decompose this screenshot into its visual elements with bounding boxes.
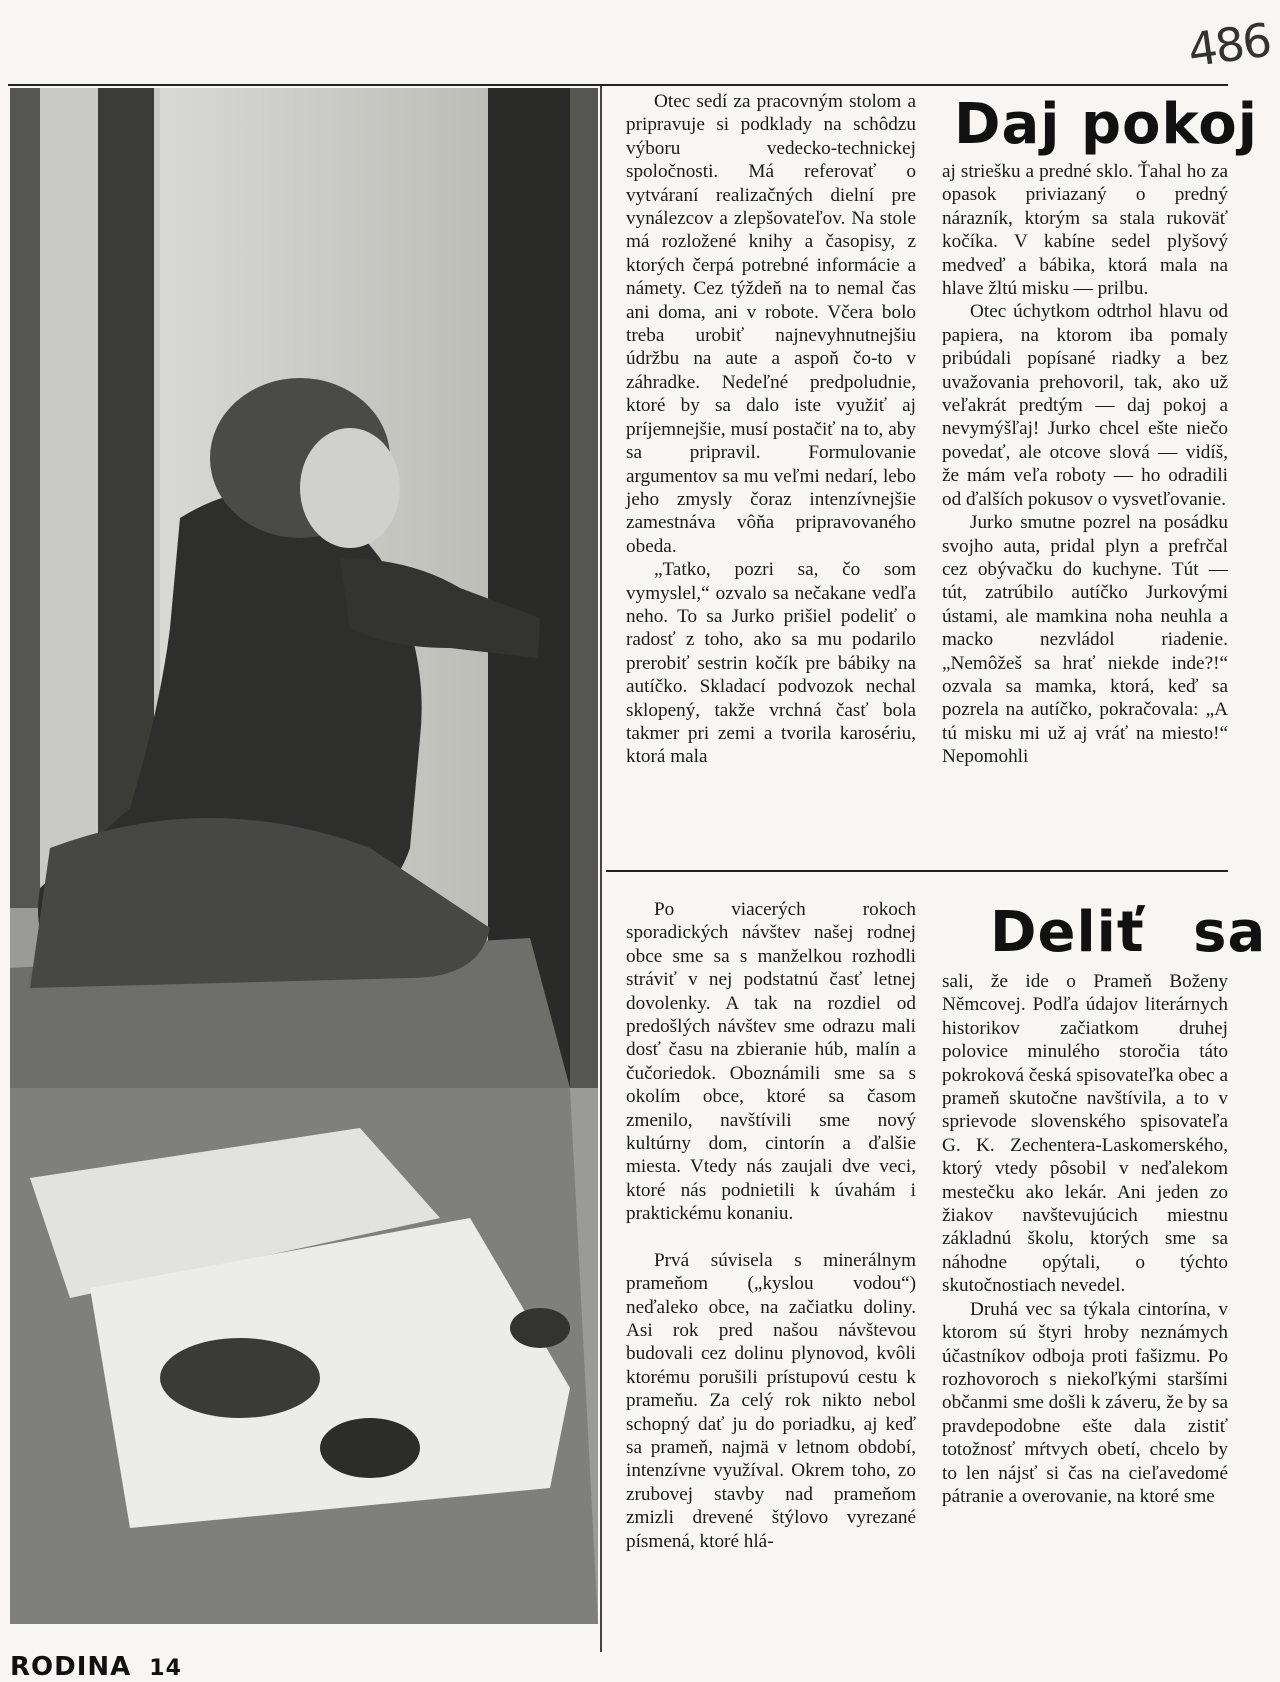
article1-paragraph: aj striešku a predné sklo. Ťahal ho za opasok priviazaný o predný nárazník, ktorým sa stala rukoväť kočíka. V kabíne sedel plyšový medveď a bábika, ktorá mala na hlave žltú misku — prilbu. bbox=[942, 161, 1228, 300]
article1-paragraph: „Tatko, pozri sa, čo som vymyslel,“ ozvalo sa nečakane vedľa neho. To sa Jurko prišiel podeliť o radosť z toho, ako sa mu podarilo prerobiť sestrin kočík pre bábiky na autíčko. Skladací podvozok nechal sklopený, takže vrchná časť bola takmer pri zemi a tvorila karosériu, ktorá mala bbox=[626, 559, 916, 768]
article1-column1 bbox=[626, 90, 916, 769]
page-footer bbox=[10, 1652, 182, 1682]
article1-paragraph: Jurko smutne pozrel na posádku svojho auta, pridal plyn a prefrčal cez obývačku do kuchyne. Tút — tút, zatrúbilo autíčko Jurkovými ústami, ale mamkina noha neuhla a macko nezvládol riadenie. „Nemôžeš sa hrať niekde inde?!“ ozvala sa mamka, ktorá, keď sa pozrela na autíčko, pokračovala: „A tú misku mi už aj vráť na miesto!“ Nepomohli bbox=[942, 512, 1228, 768]
article2-paragraph: Prvá súvisela s minerálnym prameňom („kyslou vodou“) neďaleko obce, na začiatku doliny. Asi rok pred našou návštevou budovali cez dolinu plynovod, kvôli ktorému porušili prístupovú cestu k prameňu. Za celý rok nikto nebol schopný dať ju do poriadku, aj keď sa prameň, najmä v letnom období, intenzívne využíval. Okrem toho, zo zrubovej stavby nad prameňom zmizli drevené štýlovo vyrezané písmená, ktoré hlá- bbox=[626, 1249, 916, 1552]
page-number: 14 bbox=[149, 1656, 182, 1681]
top-rule bbox=[8, 84, 1228, 86]
article2-column1 bbox=[626, 898, 916, 1553]
article-heading-delit-sa: Deliť sa bbox=[990, 900, 1267, 965]
article1-column2 bbox=[942, 160, 1228, 769]
photo-boy-at-window bbox=[10, 88, 598, 1624]
article1-paragraph: Otec úchytkom odtrhol hlavu od papiera, na ktorom iba pomaly pribúdali popísané riadky a bez uvažovania prehovoril, tak, ako už veľakrát predtým — daj pokoj a nevymýšľaj! Jurko chcel ešte niečo povedať, ale otcove slová — vidíš, že mám veľa roboty — ho odradili od ďalších pokusov o vysvetľovanie. bbox=[942, 301, 1228, 510]
article2-paragraph: Po viacerých rokoch sporadických návštev našej rodnej obce sme sa s manželkou rozhodli stráviť v nej podstatnú časť letnej dovolenky. A tak na rozdiel od predošlých návštev sme odrazu mali dosť času na zbieranie húb, malín a čučoriedok. Oboznámili sme sa s okolím obce, ktoré sa časom zmenilo, navštívili sme nový kultúrny dom, cintorín a ďalšie miesta. Vtedy nás zaujali dve veci, ktoré nás podnietili k úvahám i praktickému konaniu. bbox=[626, 899, 916, 1225]
article2-column2 bbox=[942, 970, 1228, 1508]
magazine-name: RODINA bbox=[10, 1652, 132, 1682]
handwritten-page-marker: 486 bbox=[1184, 12, 1274, 78]
article-heading-daj-pokoj: Daj pokoj bbox=[954, 92, 1258, 157]
article-divider bbox=[606, 870, 1228, 872]
article1-paragraph: Otec sedí za pracovným stolom a pripravuje si podklady na schôdzu výboru vedecko-technickej spoločnosti. Má referovať o vytváraní realizačných dielní pre vynálezcov a zlepšovateľov. Na stole má rozložené knihy a časopisy, z ktorých čerpá potrebné informácie a námety. Cez týždeň na to nemal čas ani doma, ani v robote. Včera bolo treba urobiť najnevyhnutnejšiu údržbu na aute a aspoň čo-to v záhradke. Nedeľné predpoludnie, ktoré by sa dalo iste využiť aj príjemnejšie, musí postačiť na to, aby sa pripravil. Formulovanie argumentov sa mu veľmi nedarí, lebo jeho zmysly čoraz intenzívnejšie zamestnáva vôňa pripravovaného obeda. bbox=[626, 91, 916, 557]
column-divider bbox=[600, 86, 602, 1652]
article2-paragraph: sali, že ide o Prameň Boženy Němcovej. Podľa údajov literárnych historikov začiatkom druhej polovice minulého storočia táto pokroková česká spisovateľka obec a prameň skutočne navštívila, a to v sprievode slovenského spisovateľa G. K. Zechentera-Laskomerského, ktorý vtedy pôsobil v neďalekom mestečku ako lekár. Ani jeden zo žiakov navštevujúcich miestnu základnú školu, ktorých sme sa náhodne opýtali, o týchto skutočnostiach nevedel. bbox=[942, 971, 1228, 1297]
article2-paragraph: Druhá vec sa týkala cintorína, v ktorom sú štyri hroby neznámych účastníkov odboja proti fašizmu. Po rozhovoroch s niekoľkými staršími občanmi sme došli k záveru, že by sa pravdepodobne ešte dala zistiť totožnosť mŕtvych obetí, chcelo by to len nájsť si čas na cieľavedomé pátranie a overovanie, na ktoré sme bbox=[942, 1298, 1228, 1507]
